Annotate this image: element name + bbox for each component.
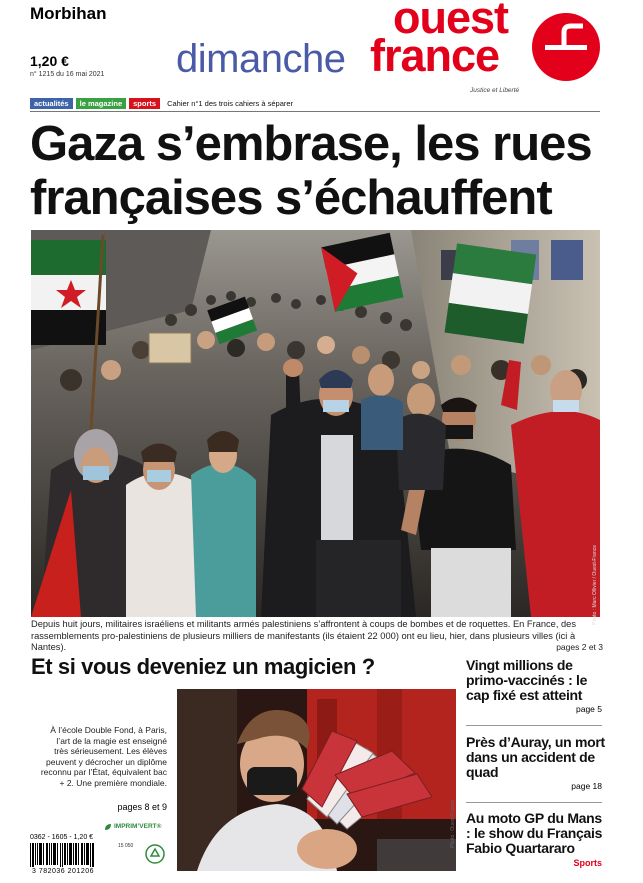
magician-text: À l’école Double Fond, à Paris, l’art de la magie est enseigné très sérieusement. Les élèves peuvent y décrocher un diplôme reconnu par l’État, équivalent bac + 2. Une première mondiale. bbox=[40, 725, 167, 788]
barcode-icon bbox=[28, 843, 98, 871]
section-tabs bbox=[30, 98, 293, 109]
recycle-icon bbox=[145, 844, 165, 864]
price: 1,20 € bbox=[30, 53, 69, 69]
photo-credit: Photo : Marc Ollivier / Ouest-France bbox=[592, 545, 598, 625]
tab-magazine[interactable]: le magazine bbox=[76, 98, 127, 109]
magician-pages[interactable]: pages 8 et 9 bbox=[117, 802, 167, 812]
divider bbox=[466, 802, 602, 803]
magician-photo-credit: Photo : Ouest-France bbox=[450, 800, 456, 848]
caption-pages[interactable]: pages 2 et 3 bbox=[556, 642, 603, 652]
side-story-2-title[interactable]: Près d’Auray, un mort dans un accident de quad bbox=[466, 734, 605, 780]
issue-number: n° 1215 du 16 mai 2021 bbox=[30, 71, 105, 78]
magician-title[interactable]: Et si vous deveniez un magicien ? bbox=[31, 654, 375, 679]
side-story-3-title[interactable]: Au moto GP du Mans : le show du Français Fabio Quartararo bbox=[466, 810, 603, 856]
photo-caption bbox=[31, 619, 603, 654]
barcode-reference: 0362 - 1605 - 1,20 € bbox=[30, 834, 94, 841]
main-photo[interactable] bbox=[31, 230, 600, 617]
caption-text: Depuis huit jours, militaires israéliens et militants armés palestiniens s’affrontent à coups de bombes et de roquettes. En France, des rassemblements pro-palestiniens de plusieurs milliers de manifestants (ils étaient 22 000) ont eu lieu, hier, dans plusieurs villes (ici à Nantes). bbox=[31, 619, 577, 652]
divider bbox=[30, 111, 600, 112]
side-story-1-title[interactable]: Vingt millions de primo-vaccinés : le cap fixé est atteint bbox=[466, 657, 588, 703]
magician-photo-illustration bbox=[177, 689, 456, 871]
main-headline[interactable] bbox=[30, 117, 610, 225]
protest-photo-illustration bbox=[31, 230, 600, 617]
edition-name: Morbihan bbox=[30, 4, 107, 23]
brand-dimanche: dimanche bbox=[176, 37, 346, 81]
tab-sports[interactable]: sports bbox=[129, 98, 160, 109]
headline-line-2: françaises s’échauffent bbox=[30, 171, 552, 225]
leaf-icon bbox=[104, 823, 112, 831]
brand-motto: Justice et Liberté bbox=[470, 87, 520, 94]
magician-photo[interactable] bbox=[177, 689, 456, 871]
imprim-vert-label: IMPRIM’VERT® bbox=[114, 823, 162, 830]
tab-actualites[interactable]: actualités bbox=[30, 98, 73, 109]
brand-france: france bbox=[370, 30, 500, 81]
barcode-number: 3 782036 201206 bbox=[32, 868, 94, 875]
side-story-1-pages[interactable]: page 5 bbox=[576, 704, 602, 714]
side-story-3-section[interactable]: Sports bbox=[573, 858, 602, 868]
brand-ouest: ouest bbox=[393, 0, 509, 43]
side-story-2-pages[interactable]: page 18 bbox=[571, 781, 602, 791]
tabs-note: Cahier n°1 des trois cahiers à séparer bbox=[167, 99, 294, 108]
ouest-france-logo-icon bbox=[531, 12, 601, 82]
headline-line-1: Gaza s’embrase, les rues bbox=[30, 117, 592, 171]
imprim-vert-code: 15 050 bbox=[118, 843, 134, 849]
divider bbox=[466, 725, 602, 726]
